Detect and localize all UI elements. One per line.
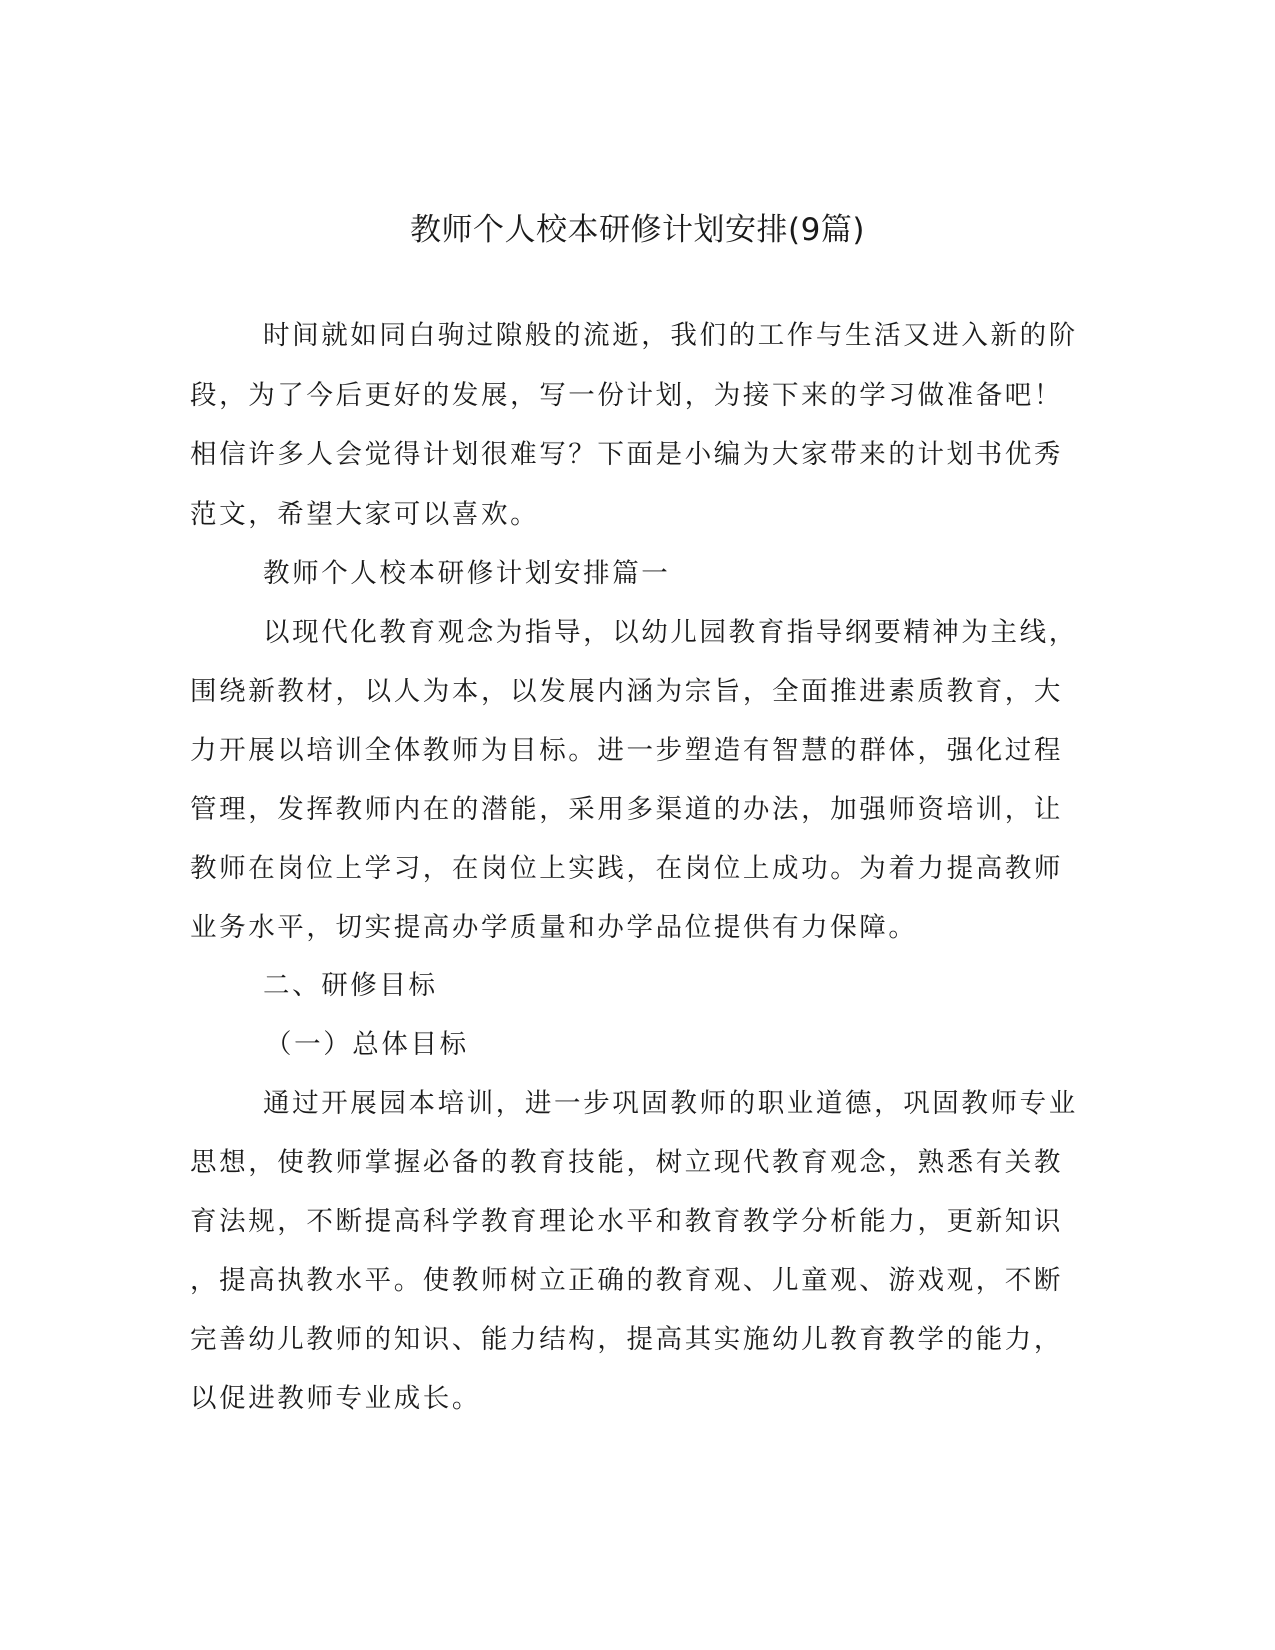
paragraph-line: 以现代化教育观念为指导，以幼儿园教育指导纲要精神为主线， [263, 617, 1078, 648]
paragraph-line: 范文，希望大家可以喜欢。 [190, 499, 540, 530]
paragraph-line: 业务水平，切实提高办学质量和办学品位提供有力保障。 [190, 912, 918, 943]
section-heading: 二、研修目标 [263, 970, 438, 1001]
paragraph-line: 围绕新教材，以人为本，以发展内涵为宗旨，全面推进素质教育，大 [190, 676, 1063, 707]
document-title: 教师个人校本研修计划安排(9篇) [410, 212, 865, 248]
paragraph-line: 育法规，不断提高科学教育理论水平和教育教学分析能力，更新知识 [190, 1206, 1063, 1237]
paragraph-line: ，提高执教水平。使教师树立正确的教育观、儿童观、游戏观，不断 [190, 1265, 1063, 1296]
paragraph-line: 以促进教师专业成长。 [190, 1383, 481, 1414]
paragraph-line: 思想，使教师掌握必备的教育技能，树立现代教育观念，熟悉有关教 [190, 1147, 1063, 1178]
paragraph-line: 通过开展园本培训，进一步巩固教师的职业道德，巩固教师专业 [263, 1088, 1078, 1119]
paragraph-line: 相信许多人会觉得计划很难写？下面是小编为大家带来的计划书优秀 [190, 439, 1063, 470]
paragraph-line: 段，为了今后更好的发展，写一份计划，为接下来的学习做准备吧！ [190, 380, 1063, 411]
paragraph-line: 完善幼儿教师的知识、能力结构，提高其实施幼儿教育教学的能力， [190, 1324, 1063, 1355]
section-heading: 教师个人校本研修计划安排篇一 [263, 558, 671, 589]
paragraph-line: 教师在岗位上学习，在岗位上实践，在岗位上成功。为着力提高教师 [190, 853, 1063, 884]
subsection-heading: （一）总体目标 [265, 1029, 469, 1060]
paragraph-line: 管理，发挥教师内在的潜能，采用多渠道的办法，加强师资培训，让 [190, 794, 1063, 825]
paragraph-line: 力开展以培训全体教师为目标。进一步塑造有智慧的群体，强化过程 [190, 735, 1063, 766]
paragraph-line: 时间就如同白驹过隙般的流逝，我们的工作与生活又进入新的阶 [263, 320, 1078, 351]
